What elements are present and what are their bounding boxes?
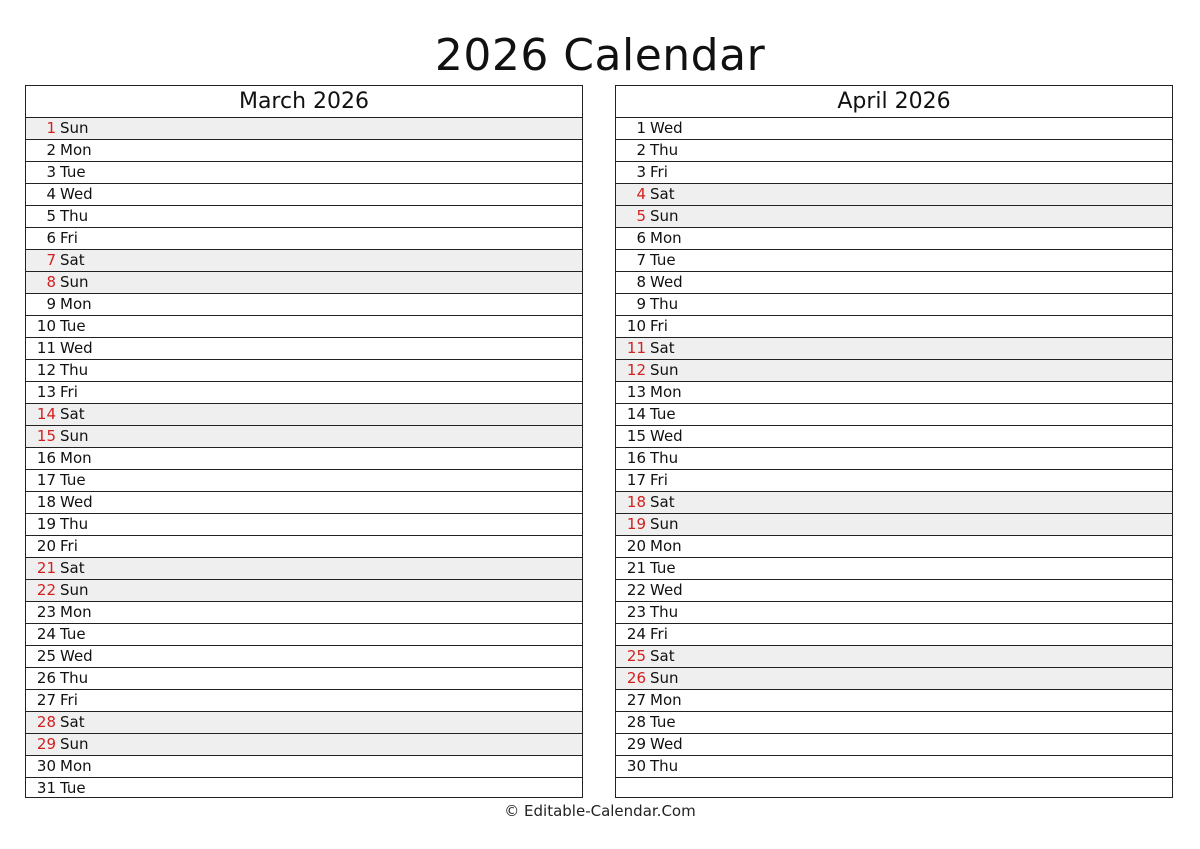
day-number: 21 [36, 559, 56, 577]
day-row [26, 404, 582, 426]
day-row [26, 272, 582, 294]
day-row [26, 690, 582, 712]
weekday-label: Thu [650, 757, 679, 775]
day-number: 16 [36, 449, 56, 467]
day-number: 3 [636, 163, 646, 181]
day-number: 23 [36, 603, 56, 621]
day-row [616, 536, 1172, 558]
weekday-label: Wed [650, 273, 683, 291]
weekday-label: Mon [650, 537, 682, 555]
day-row [26, 426, 582, 448]
day-row [616, 580, 1172, 602]
day-number: 2 [636, 141, 646, 159]
day-number: 26 [626, 669, 646, 687]
day-number: 5 [636, 207, 646, 225]
day-row [616, 140, 1172, 162]
day-row [616, 558, 1172, 580]
day-row [26, 316, 582, 338]
day-number: 31 [36, 779, 56, 797]
day-row [26, 624, 582, 646]
weekday-label: Sat [650, 185, 675, 203]
weekday-label: Mon [650, 383, 682, 401]
weekday-label: Thu [650, 295, 679, 313]
day-number: 15 [626, 427, 646, 445]
day-row [616, 360, 1172, 382]
weekday-label: Wed [60, 339, 93, 357]
day-rows [616, 118, 1172, 800]
weekday-label: Thu [60, 669, 89, 687]
day-number: 5 [46, 207, 56, 225]
weekday-label: Fri [60, 537, 78, 555]
day-row [26, 140, 582, 162]
day-row [26, 206, 582, 228]
day-row [616, 184, 1172, 206]
day-number: 25 [626, 647, 646, 665]
weekday-label: Sun [650, 669, 679, 687]
day-number: 14 [36, 405, 56, 423]
day-row [26, 448, 582, 470]
weekday-label: Sun [60, 119, 89, 137]
weekday-label: Tue [650, 559, 676, 577]
day-number: 23 [626, 603, 646, 621]
month-table-march [25, 85, 583, 798]
day-number: 30 [36, 757, 56, 775]
day-number: 19 [36, 515, 56, 533]
weekday-label: Sat [60, 251, 85, 269]
weekday-label: Wed [650, 581, 683, 599]
day-number: 22 [36, 581, 56, 599]
day-row [616, 118, 1172, 140]
day-number: 19 [626, 515, 646, 533]
day-row [26, 118, 582, 140]
day-row [616, 206, 1172, 228]
day-row [26, 514, 582, 536]
day-row [616, 382, 1172, 404]
day-row [616, 492, 1172, 514]
day-row [26, 602, 582, 624]
weekday-label: Mon [650, 691, 682, 709]
weekday-label: Sun [650, 207, 679, 225]
day-number: 21 [626, 559, 646, 577]
day-row [26, 712, 582, 734]
day-row [26, 646, 582, 668]
weekday-label: Wed [650, 735, 683, 753]
day-number: 29 [36, 735, 56, 753]
weekday-label: Tue [650, 713, 676, 731]
page-title: 2026 Calendar [434, 30, 766, 81]
day-row [26, 580, 582, 602]
day-row [616, 690, 1172, 712]
day-number: 7 [636, 251, 646, 269]
day-number: 1 [46, 119, 56, 137]
weekday-label: Sun [60, 735, 89, 753]
day-row [26, 470, 582, 492]
weekday-label: Mon [60, 449, 92, 467]
day-row [616, 294, 1172, 316]
day-row [616, 338, 1172, 360]
weekday-label: Wed [60, 185, 93, 203]
day-row [26, 492, 582, 514]
day-number: 30 [626, 757, 646, 775]
day-row [616, 316, 1172, 338]
day-row [616, 448, 1172, 470]
day-number: 10 [626, 317, 646, 335]
weekday-label: Tue [650, 251, 676, 269]
day-row [616, 514, 1172, 536]
weekday-label: Thu [60, 515, 89, 533]
day-row [26, 294, 582, 316]
day-number: 29 [626, 735, 646, 753]
day-number: 7 [46, 251, 56, 269]
weekday-label: Wed [60, 647, 93, 665]
weekday-label: Mon [60, 757, 92, 775]
day-row [616, 470, 1172, 492]
day-number: 24 [626, 625, 646, 643]
weekday-label: Sat [650, 647, 675, 665]
day-row [616, 404, 1172, 426]
day-number: 11 [626, 339, 646, 357]
weekday-label: Sun [650, 361, 679, 379]
day-row [616, 734, 1172, 756]
day-number: 18 [36, 493, 56, 511]
day-number: 12 [36, 361, 56, 379]
day-number: 1 [636, 119, 646, 137]
day-number: 9 [636, 295, 646, 313]
day-number: 28 [626, 713, 646, 731]
day-number: 14 [626, 405, 646, 423]
day-number: 24 [36, 625, 56, 643]
day-number: 4 [46, 185, 56, 203]
day-row [26, 756, 582, 778]
weekday-label: Sun [60, 581, 89, 599]
day-row [616, 162, 1172, 184]
weekday-label: Tue [60, 779, 86, 797]
weekday-label: Tue [60, 163, 86, 181]
weekday-label: Sun [650, 515, 679, 533]
weekday-label: Sun [60, 273, 89, 291]
day-row [26, 668, 582, 690]
weekday-label: Wed [650, 119, 683, 137]
day-number: 22 [626, 581, 646, 599]
day-row [26, 778, 582, 800]
weekday-label: Sat [650, 339, 675, 357]
day-number: 8 [636, 273, 646, 291]
weekday-label: Sat [60, 713, 85, 731]
day-row [26, 382, 582, 404]
day-row [26, 536, 582, 558]
month-table-april [615, 85, 1173, 798]
day-row [616, 228, 1172, 250]
weekday-label: Sun [60, 427, 89, 445]
weekday-label: Wed [650, 427, 683, 445]
weekday-label: Thu [650, 141, 679, 159]
day-row [616, 250, 1172, 272]
day-row [616, 778, 1172, 800]
month-header: March 2026 [26, 86, 582, 118]
weekday-label: Tue [650, 405, 676, 423]
day-number: 4 [636, 185, 646, 203]
day-number: 27 [36, 691, 56, 709]
day-row [26, 184, 582, 206]
weekday-label: Mon [60, 141, 92, 159]
day-number: 26 [36, 669, 56, 687]
day-number: 12 [626, 361, 646, 379]
weekday-label: Mon [60, 603, 92, 621]
day-row [26, 228, 582, 250]
weekday-label: Thu [650, 603, 679, 621]
day-row [616, 646, 1172, 668]
day-row [26, 734, 582, 756]
weekday-label: Fri [650, 625, 668, 643]
day-row [26, 360, 582, 382]
day-number: 9 [46, 295, 56, 313]
day-row [616, 624, 1172, 646]
day-number: 2 [46, 141, 56, 159]
day-number: 20 [626, 537, 646, 555]
day-number: 11 [36, 339, 56, 357]
weekday-label: Fri [650, 471, 668, 489]
day-number: 13 [36, 383, 56, 401]
day-number: 3 [46, 163, 56, 181]
weekday-label: Fri [60, 229, 78, 247]
day-number: 17 [36, 471, 56, 489]
day-row [616, 712, 1172, 734]
day-row [616, 668, 1172, 690]
day-rows [26, 118, 582, 800]
day-number: 17 [626, 471, 646, 489]
day-number: 8 [46, 273, 56, 291]
weekday-label: Wed [60, 493, 93, 511]
day-number: 6 [636, 229, 646, 247]
weekday-label: Thu [650, 449, 679, 467]
weekday-label: Tue [60, 625, 86, 643]
day-number: 28 [36, 713, 56, 731]
day-number: 15 [36, 427, 56, 445]
day-number: 27 [626, 691, 646, 709]
weekday-label: Fri [650, 317, 668, 335]
day-row [616, 426, 1172, 448]
day-row [616, 602, 1172, 624]
weekday-label: Thu [60, 207, 89, 225]
weekday-label: Fri [60, 691, 78, 709]
weekday-label: Fri [60, 383, 78, 401]
day-row [26, 558, 582, 580]
month-header: April 2026 [616, 86, 1172, 118]
weekday-label: Fri [650, 163, 668, 181]
day-number: 18 [626, 493, 646, 511]
day-number: 16 [626, 449, 646, 467]
weekday-label: Tue [60, 317, 86, 335]
weekday-label: Mon [650, 229, 682, 247]
day-row [26, 250, 582, 272]
day-number: 13 [626, 383, 646, 401]
weekday-label: Mon [60, 295, 92, 313]
day-row [616, 756, 1172, 778]
day-number: 10 [36, 317, 56, 335]
weekday-label: Thu [60, 361, 89, 379]
weekday-label: Sat [60, 559, 85, 577]
weekday-label: Sat [650, 493, 675, 511]
day-row [26, 338, 582, 360]
day-number: 6 [46, 229, 56, 247]
day-number: 25 [36, 647, 56, 665]
weekday-label: Sat [60, 405, 85, 423]
day-row [26, 162, 582, 184]
day-row [616, 272, 1172, 294]
footer-credit: © Editable-Calendar.Com [504, 802, 696, 820]
day-number: 20 [36, 537, 56, 555]
weekday-label: Tue [60, 471, 86, 489]
